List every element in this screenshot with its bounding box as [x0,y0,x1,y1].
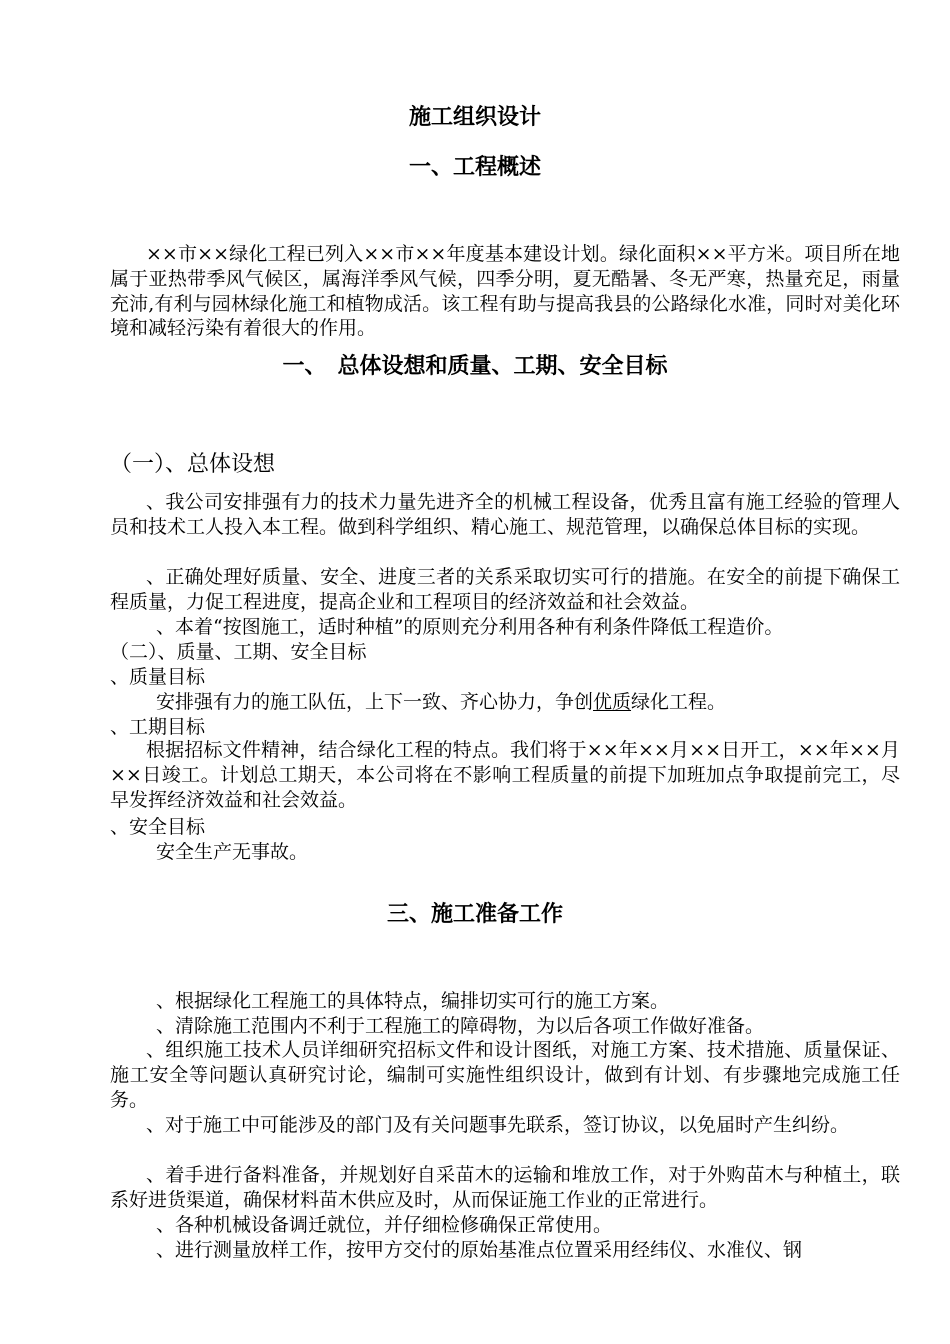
schedule-target-text: 根据招标文件精神，结合绿化工程的特点。我们将于××年××月××日开工，××年××月××日竣工。计划总工期天，本公司将在不影响工程质量的前提下加班加点争取提前完工，尽早发挥经济效益和社会效益。 [110,739,900,811]
overall-item-2: 、正确处理好质量、安全、进度三者的关系采取切实可行的措施。在安全的前提下确保工程质量，力促工程进度，提高企业和工程项目的经济效益和社会效益。 [110,566,900,613]
section-heading-overview: 一、工程概述 [408,154,541,180]
prep-item-4: 、对于施工中可能涉及的部门及有关问题事先联系，签订协议，以免届时产生纠纷。 [146,1114,850,1136]
overview-paragraph: ××市××绿化工程已列入××市××年度基本建设计划。绿化面积××平方米。项目所在地属于亚热带季风气候区，属海洋季风气候，四季分明，夏无酷暑、冬无严寒，热量充足，雨量充沛,有利与园林绿化施工和植物成活。该工程有助与提高我县的公路绿化水准，同时对美化环境和减轻污染有着很大的作用。 [110,243,900,340]
subsection-heading-overall: （一）、总体设想 [110,452,276,477]
prep-item-1: 、根据绿化工程施工的具体特点，编排切实可行的施工方案。 [156,990,670,1012]
prep-item-5: 、着手进行备料准备，并规划好自采苗木的运输和堆放工作，对于外购苗木与种植土，联系好进货渠道，确保材料苗木供应及时，从而保证施工作业的正常进行。 [110,1164,900,1211]
prep-item-7: 、进行测量放样工作，按甲方交付的原始基准点位置采用经纬仪、水准仪、钢 [156,1239,803,1261]
quality-text-part-b: 绿化工程。 [631,691,727,713]
overall-item-1: 、我公司安排强有力的技术力量先进齐全的机械工程设备，优秀且富有施工经验的管理人员和技术工人投入本工程。做到科学组织、精心施工、规范管理，以确保总体目标的实现。 [110,491,900,538]
document-title: 施工组织设计 [408,104,541,130]
quality-text-underlined: 优质 [593,691,632,713]
subsection-heading-targets: （二）、质量、工期、安全目标 [110,641,367,663]
prep-item-3: 、组织施工技术人员详细研究招标文件和设计图纸，对施工方案、技术措施、质量保证、施工安全等问题认真研究讨论，编制可实施性组织设计，做到有计划、有步骤地完成施工任务。 [110,1039,900,1111]
quality-text-part-a: 安排强有力的施工队伍，上下一致、齐心协力，争创 [156,691,594,713]
schedule-target-label: 、工期目标 [110,716,206,738]
safety-target-text: 安全生产无事故。 [156,841,309,863]
safety-target-label: 、安全目标 [110,816,206,838]
section-heading-goals: 一、 总体设想和质量、工期、安全目标 [282,353,668,379]
quality-target-label: 、质量目标 [110,666,206,688]
quality-target-text [156,690,900,714]
overall-item-3: 、本着“按图施工，适时种植”的原则充分利用各种有利条件降低工程造价。 [156,616,784,638]
section-heading-preparation: 三、施工准备工作 [386,901,563,927]
prep-item-2: 、清除施工范围内不利于工程施工的障碍物，为以后各项工作做好准备。 [156,1015,765,1037]
prep-item-6: 、各种机械设备调迁就位，并仔细检修确保正常使用。 [156,1214,613,1236]
